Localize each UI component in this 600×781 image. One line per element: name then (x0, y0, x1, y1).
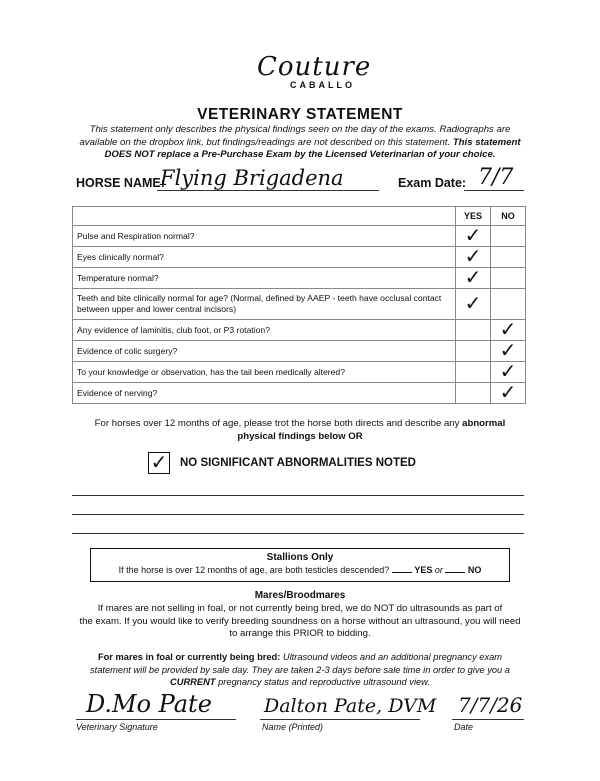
row-no-check: ✓ (491, 362, 526, 383)
table-row (73, 341, 526, 362)
table-row (73, 247, 526, 268)
row-yes-check: ✓ (456, 247, 491, 268)
table-row (73, 226, 526, 247)
row-no-check (491, 268, 526, 289)
mares-line-3: to arrange this PRIOR to bidding. (229, 628, 371, 639)
row-yes-check: ✓ (456, 289, 491, 320)
mares-line-2: the exam. If you would like to verify breeding soundness on a horse without an ultrasound, you will need (79, 615, 521, 627)
row-no-check (491, 226, 526, 247)
row-no-check: ✓ (491, 383, 526, 404)
foal-line-3 (60, 676, 540, 689)
row-question: Pulse and Respiration normal? (73, 226, 456, 247)
vet-signature-line (76, 719, 236, 720)
printed-name-label: Name (Printed) (262, 722, 324, 732)
table-row (73, 268, 526, 289)
date-value: 7/7/26 (458, 693, 523, 717)
row-yes-check: ✓ (456, 268, 491, 289)
findings-line (72, 514, 524, 515)
row-yes-check: ✓ (456, 226, 491, 247)
stallions-question (91, 565, 509, 575)
table-row (73, 362, 526, 383)
stallions-title: Stallions Only (266, 552, 334, 563)
row-question: Teeth and bite clinically normal for age? (Normal, defined by AAEP - teeth have occlusal contact between upper and lower central incisors) (73, 289, 456, 320)
intro-line-3: DOES NOT replace a Pre-Purchase Exam by the Licensed Veterinarian of your choice. (104, 149, 496, 160)
table-row (73, 320, 526, 341)
foal-line-1 (60, 651, 540, 664)
stallions-box (90, 548, 510, 582)
no-abnormal-checkbox[interactable] (148, 452, 170, 474)
trot-instructions (60, 417, 540, 443)
row-no-check (491, 289, 526, 320)
stallions-question-text: If the horse is over 12 months of age, are both testicles descended? (118, 565, 390, 575)
exam-date-underline (464, 190, 524, 191)
row-question: To your knowledge or observation, has the tail been medically altered? (73, 362, 456, 383)
stallions-no-blank (445, 572, 465, 573)
row-question: Evidence of colic surgery? (73, 341, 456, 362)
row-yes-check (456, 320, 491, 341)
date-line (452, 719, 524, 720)
row-no-check: ✓ (491, 341, 526, 362)
findings-line (72, 533, 524, 534)
foal-line-1-text: Ultrasound videos and an additional pregnancy exam (282, 652, 503, 662)
stallions-or: or (434, 565, 443, 575)
exam-date-value: 7/7 (478, 165, 514, 190)
row-question: Eyes clinically normal? (73, 247, 456, 268)
exam-table (72, 206, 526, 404)
table-header-question (73, 207, 456, 226)
vet-signature-value: D.Mo Pate (86, 690, 212, 718)
stallions-yes-option: YES (414, 565, 433, 575)
row-yes-check (456, 383, 491, 404)
row-yes-check (456, 362, 491, 383)
table-header-yes: YES (456, 207, 491, 226)
row-no-check: ✓ (491, 320, 526, 341)
intro-text (70, 124, 530, 162)
intro-line-2b: This statement (452, 136, 521, 148)
horse-name-value: Flying Brigadena (160, 166, 344, 190)
foal-text (60, 651, 540, 689)
mares-title: Mares/Broodmares (254, 590, 346, 601)
date-label: Date (454, 722, 474, 732)
mares-line-1: If mares are not selling in foal, or not currently being bred, we do NOT do ultrasounds as part of (97, 603, 503, 614)
intro-line-1: This statement only describes the physical findings seen on the day of the exams. Radiographs are (89, 124, 511, 135)
stallions-no-option: NO (467, 565, 482, 575)
row-yes-check (456, 341, 491, 362)
foal-current: CURRENT (170, 677, 216, 687)
trot-line-1a: For horses over 12 months of age, please trot the horse both directs and describe any (94, 418, 460, 429)
exam-date-label: Exam Date: (398, 176, 467, 190)
table-row (73, 383, 526, 404)
foal-bold-label: For mares in foal or currently being bred: (97, 652, 281, 662)
page-title: VETERINARY STATEMENT (197, 106, 403, 123)
foal-line-3-text: pregnancy status and reproductive ultrasound view. (218, 677, 430, 687)
mares-text (60, 603, 540, 641)
table-header-row (73, 207, 526, 226)
foal-line-2: statement will be provided by sale day. They are taken 2-3 days before sale time in order to give you a (90, 664, 510, 675)
row-question: Any evidence of laminitis, club foot, or P3 rotation? (73, 320, 456, 341)
findings-line (72, 495, 524, 496)
vet-signature-label: Veterinary Signature (76, 722, 158, 732)
row-no-check (491, 247, 526, 268)
intro-line-2 (70, 137, 530, 150)
table-row (73, 289, 526, 320)
trot-line-1 (60, 417, 540, 430)
horse-name-underline (157, 190, 379, 191)
printed-name-line (260, 719, 420, 720)
logo-script: Couture (257, 52, 372, 82)
intro-line-2a: available on the dropbox link, but findings/readings are not described on this statement. (79, 136, 451, 148)
no-abnormal-check-mark: ✓ (150, 452, 168, 474)
row-question: Temperature normal? (73, 268, 456, 289)
row-question: Evidence of nerving? (73, 383, 456, 404)
trot-line-2: physical findings below OR (237, 431, 363, 442)
table-header-no: NO (491, 207, 526, 226)
horse-name-label: HORSE NAME: (76, 176, 165, 190)
trot-line-1b: abnormal (462, 418, 506, 429)
printed-name-value: Dalton Pate, DVM (264, 695, 437, 717)
stallions-yes-blank (392, 572, 412, 573)
no-abnormal-label: NO SIGNIFICANT ABNORMALITIES NOTED (180, 457, 416, 469)
logo-subtitle: CABALLO (290, 80, 355, 90)
